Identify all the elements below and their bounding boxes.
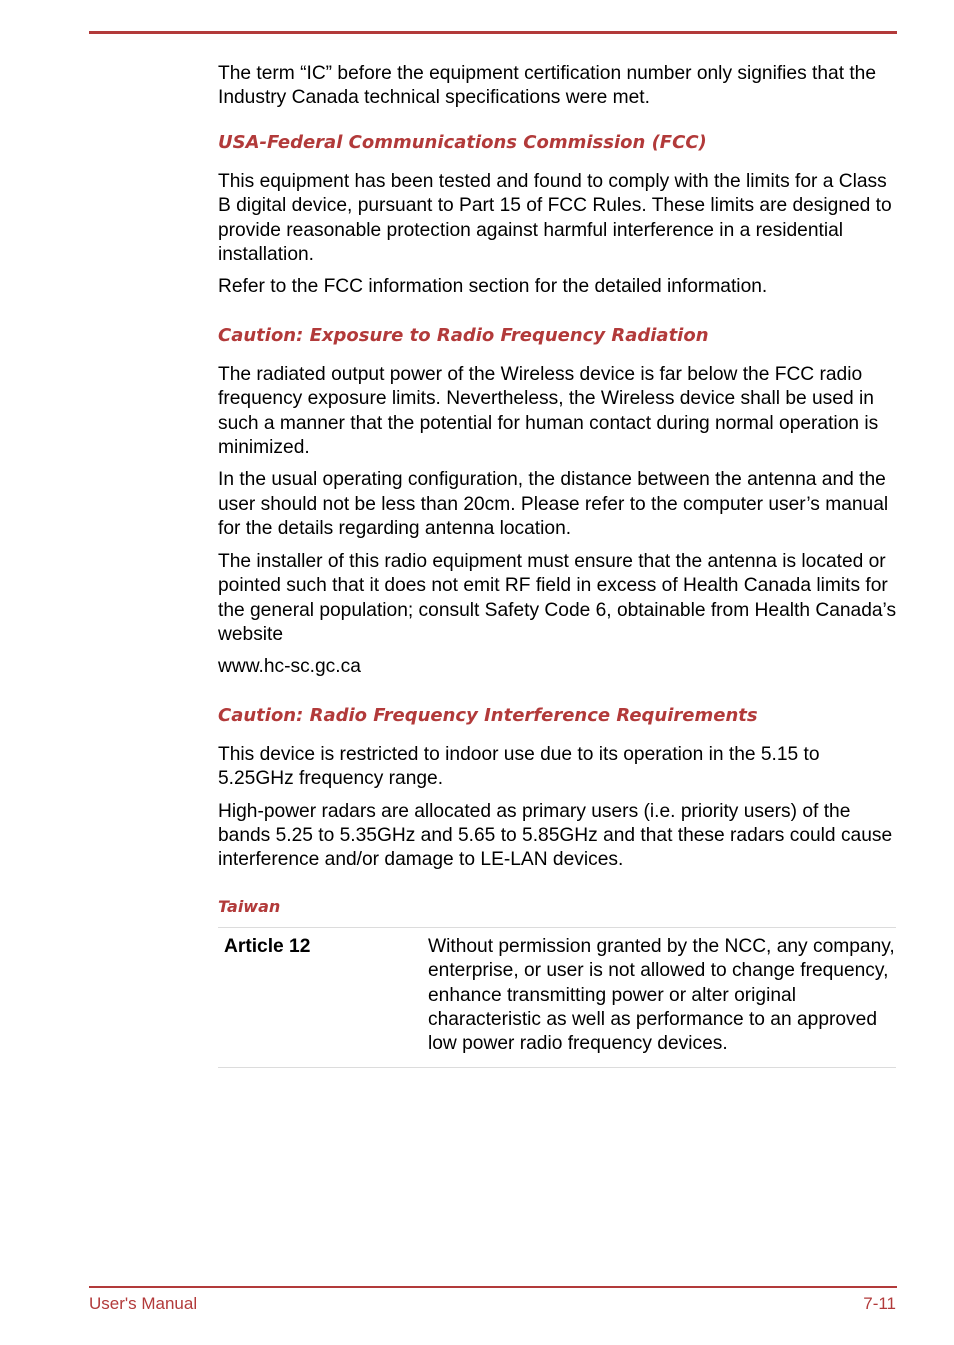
fcc-heading: USA-Federal Communications Commission (FCC) (218, 131, 707, 153)
rf-exposure-paragraph-1: The radiated output power of the Wireless device is far below the FCC radio frequency exposure limits. Nevertheless, the Wireless device shall be used in such a manner that the potential for human contact during normal operation is minimized. (218, 363, 879, 459)
fcc-paragraph-2: Refer to the FCC information section for the detailed information. (218, 276, 768, 298)
health-canada-url: www.hc-sc.gc.ca (218, 656, 361, 678)
rf-interference-heading: Caution: Radio Frequency Interference Requirements (218, 704, 758, 726)
fcc-paragraph-1: This equipment has been tested and found to comply with the limits for a Class B digital device, pursuant to Part 15 of FCC Rules. These limits are designed to provide reasonable protection against harmful interference in a residential installation. (218, 170, 892, 266)
rf-exposure-paragraph-2: In the usual operating configuration, the distance between the antenna and the user should not be less than 20cm. Please refer to the computer user’s manual for the details regarding antenna location. (218, 469, 889, 540)
footer-page-number: 7-11 (863, 1294, 896, 1313)
rf-exposure-paragraph-3: The installer of this radio equipment must ensure that the antenna is located or pointed such that it does not emit RF field in excess of Health Canada limits for the general population; consult Safety Code 6, obtainable from Health Canada’s website (218, 550, 897, 645)
ic-paragraph: The term “IC” before the equipment certification number only signifies that the Industry Canada technical specifications were met. (218, 63, 877, 109)
footer-rule (89, 1286, 897, 1288)
rf-interference-paragraph-2: High-power radars are allocated as primary users (i.e. priority users) of the bands 5.25 to 5.35GHz and 5.65 to 5.85GHz and that these radars could cause interference and/or damage to LE-LAN devices. (218, 800, 893, 871)
taiwan-table (218, 927, 896, 1068)
table-row-label: Article 12 (224, 935, 311, 957)
rf-interference-paragraph-1: This device is restricted to indoor use due to its operation in the 5.15 to 5.25GHz frequency range. (218, 743, 820, 790)
taiwan-heading: Taiwan (218, 896, 281, 916)
table-row-text: Without permission granted by the NCC, any company, enterprise, or user is not allowed to change frequency, enhance transmitting power or alter original characteristic as well as performance to an approved low power radio frequency devices. (428, 935, 895, 1055)
header-rule (89, 31, 897, 34)
footer-manual-title: User's Manual (89, 1294, 198, 1313)
page-content (218, 62, 898, 1068)
rf-exposure-heading: Caution: Exposure to Radio Frequency Radiation (218, 324, 709, 346)
